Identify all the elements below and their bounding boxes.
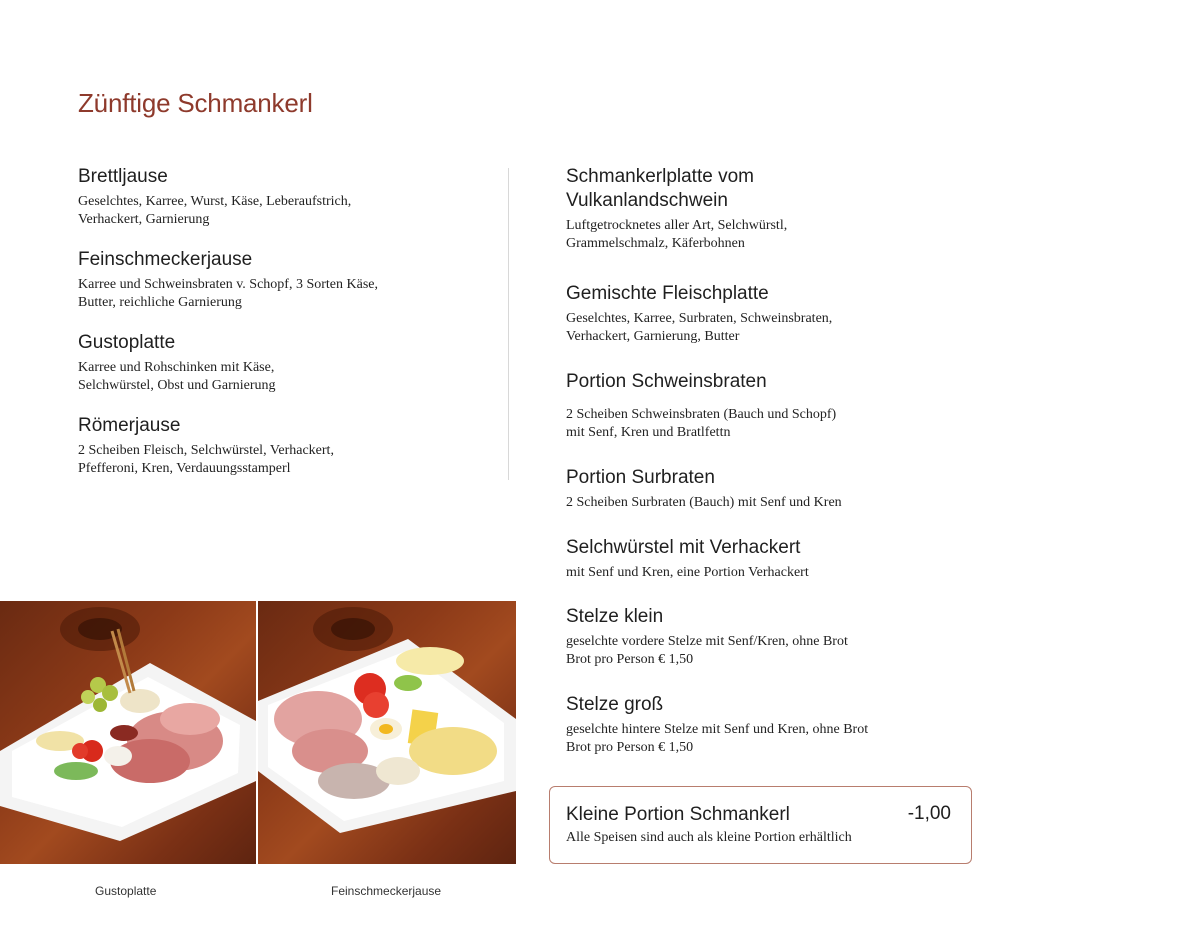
menu-item-name: Gustoplatte: [78, 332, 176, 353]
menu-item-description: Geselchtes, Karree, Surbraten, Schweinsbraten, Verhackert, Garnierung, Butter: [566, 311, 833, 344]
menu-item: [566, 605, 1026, 669]
menu-item-description: 2 Scheiben Surbraten (Bauch) mit Senf und Kren: [566, 495, 842, 510]
menu-item-name: Stelze groß: [566, 694, 664, 715]
menu-item: [566, 370, 1026, 442]
menu-item-description: geselchte vordere Stelze mit Senf/Kren, ohne Brot Brot pro Person € 1,50: [566, 634, 848, 667]
menu-item-description: Karree und Schweinsbraten v. Schopf, 3 Sorten Käse, Butter, reichliche Garnierung: [78, 277, 379, 310]
menu-item-name: Brettljause: [78, 166, 168, 187]
menu-item-name: Römerjause: [78, 415, 181, 436]
gustoplatte-photo: [0, 601, 256, 864]
column-divider: [508, 168, 509, 480]
page-title: Zünftige Schmankerl: [78, 88, 313, 118]
menu-item-description: 2 Scheiben Fleisch, Selchwürstel, Verhackert, Pfefferoni, Kren, Verdauungsstamperl: [78, 443, 334, 476]
menu-item-description: mit Senf und Kren, eine Portion Verhackert: [566, 565, 809, 580]
menu-item: [78, 248, 538, 312]
menu-item-name: Portion Surbraten: [566, 467, 715, 488]
menu-item-name: Feinschmeckerjause: [78, 249, 253, 270]
menu-item: [566, 165, 1026, 253]
menu-item-name: Portion Schweinsbraten: [566, 371, 767, 392]
menu-item-name: Selchwürstel mit Verhackert: [566, 537, 801, 558]
menu-item-name: Stelze klein: [566, 606, 664, 627]
menu-item-description: Karree und Rohschinken mit Käse, Selchwürstel, Obst und Garnierung: [78, 360, 276, 393]
photo-caption: Gustoplatte: [95, 884, 157, 898]
menu-item: [566, 536, 1026, 582]
callout-price: -1,00: [907, 803, 951, 824]
callout-name: Kleine Portion Schmankerl: [566, 804, 790, 825]
callout-description: Alle Speisen sind auch als kleine Portion erhältlich: [566, 830, 852, 845]
menu-item-name: Schmankerlplatte vom Vulkanlandschwein: [566, 166, 754, 211]
menu-item: [78, 165, 538, 229]
menu-item: [78, 414, 538, 478]
menu-item-description: geselchte hintere Stelze mit Senf und Kren, ohne Brot Brot pro Person € 1,50: [566, 722, 869, 755]
menu-item-description: Luftgetrocknetes aller Art, Selchwürstl, Grammelschmalz, Käferbohnen: [566, 218, 788, 251]
menu-item-description: Geselchtes, Karree, Wurst, Käse, Leberaufstrich, Verhackert, Garnierung: [78, 194, 352, 227]
menu-item: [566, 466, 1026, 512]
photo-caption: Feinschmeckerjause: [331, 884, 442, 898]
menu-item: [566, 693, 1026, 757]
menu-item: [566, 282, 1026, 346]
menu-item: [78, 331, 538, 395]
menu-item-description: 2 Scheiben Schweinsbraten (Bauch und Schopf) mit Senf, Kren und Bratlfettn: [566, 407, 837, 440]
menu-item-name: Gemischte Fleischplatte: [566, 283, 769, 304]
feinschmeckerjause-photo: [258, 601, 516, 864]
small-portion-callout: [549, 786, 972, 864]
